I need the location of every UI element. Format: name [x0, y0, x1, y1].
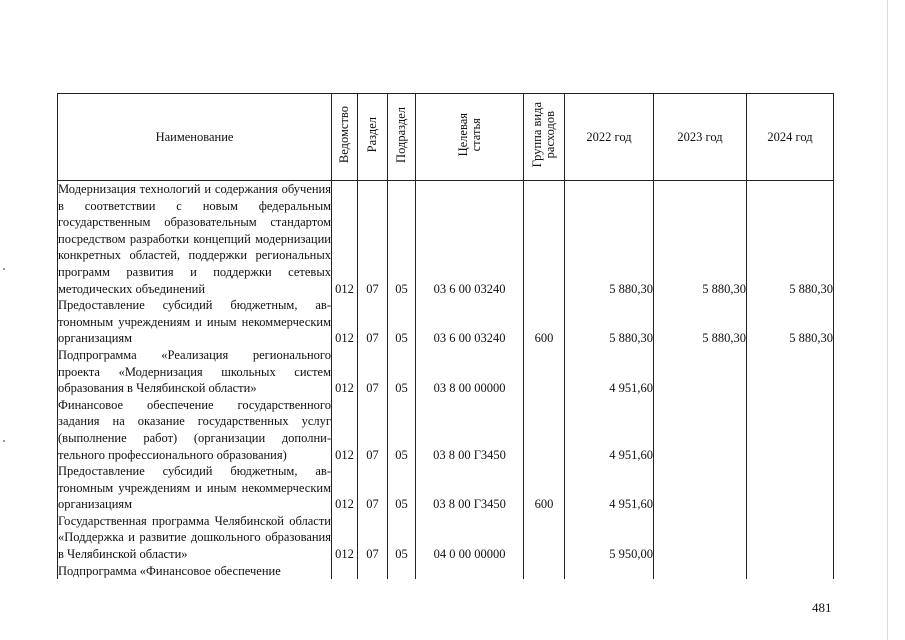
- row-value-2024: 5 880,30: [747, 297, 834, 347]
- row-dept: [332, 563, 358, 580]
- row-value-2023: 5 880,30: [654, 297, 747, 347]
- header-expense-group: Группа вида расходов: [524, 94, 565, 181]
- row-value-2022: 5 880,30: [565, 297, 654, 347]
- row-name: Финансовое обеспечение государственного задания на оказание государственных услуг (выполнение работ) (организации дополнительного профессионального образования): [58, 397, 331, 462]
- row-value-2022: 4 951,60: [565, 397, 654, 463]
- table-row: [58, 181, 834, 298]
- header-2022: 2022 год: [565, 94, 654, 181]
- row-value-2024: [747, 397, 834, 463]
- header-subsection: Подраздел: [388, 94, 416, 181]
- table-row: [58, 513, 834, 563]
- page-number: 481: [812, 600, 832, 615]
- row-value-2022: 5 880,30: [565, 181, 654, 298]
- row-dept: 012: [332, 463, 358, 513]
- header-2024: 2024 год: [747, 94, 834, 181]
- row-value-2023: [654, 463, 747, 513]
- header-name: Наименование: [58, 94, 332, 181]
- row-value-2022: 4 951,60: [565, 463, 654, 513]
- row-section: 07: [358, 347, 388, 397]
- row-target: 03 6 00 03240: [416, 181, 524, 298]
- table-row: [58, 347, 834, 397]
- row-dept: 012: [332, 397, 358, 463]
- row-section: 07: [358, 513, 388, 563]
- row-dept: 012: [332, 297, 358, 347]
- table-header-row: [58, 94, 834, 181]
- row-subsection: 05: [388, 181, 416, 298]
- table-row: [58, 563, 834, 580]
- row-name: Модернизация технологий и содержания обучения в соответствии с новым федеральным государственным образовательным стандартом посредством разработки концепций модернизации конкретных областей, поддержки региональных программ развития и поддержки сетевых методических объединений: [58, 182, 331, 296]
- row-expense-group: [524, 513, 565, 563]
- scan-artifact-dot: [3, 440, 5, 442]
- row-expense-group: [524, 563, 565, 580]
- row-subsection: 05: [388, 397, 416, 463]
- scan-artifact-dot: [3, 268, 5, 270]
- table-row: [58, 297, 834, 347]
- row-expense-group: [524, 347, 565, 397]
- row-section: 07: [358, 397, 388, 463]
- row-value-2023: [654, 513, 747, 563]
- row-name: Подпрограмма «Финансовое обеспечение: [58, 563, 332, 580]
- row-target: 03 8 00 Г3450: [416, 397, 524, 463]
- row-name: Предоставление субсидий бюджетным, автономным учреждениям и иным некоммерческим организациям: [58, 298, 331, 346]
- row-subsection: [388, 563, 416, 580]
- budget-table: [57, 93, 834, 579]
- row-expense-group: [524, 181, 565, 298]
- row-value-2023: [654, 347, 747, 397]
- row-target: 03 8 00 00000: [416, 347, 524, 397]
- row-section: 07: [358, 463, 388, 513]
- row-subsection: 05: [388, 463, 416, 513]
- table-row: [58, 463, 834, 513]
- row-subsection: 05: [388, 513, 416, 563]
- row-target: [416, 563, 524, 580]
- row-value-2022: [565, 563, 654, 580]
- row-subsection: 05: [388, 347, 416, 397]
- row-expense-group: 600: [524, 297, 565, 347]
- scan-edge-line: [887, 0, 888, 640]
- row-value-2024: 5 880,30: [747, 181, 834, 298]
- row-name: Государственная программа Челябинской области «Поддержка и развитие дошкольного образования в Челябинской области»: [58, 513, 331, 562]
- row-value-2023: 5 880,30: [654, 181, 747, 298]
- row-target: 04 0 00 00000: [416, 513, 524, 563]
- row-value-2023: [654, 397, 747, 463]
- row-section: [358, 563, 388, 580]
- header-section: Раздел: [358, 94, 388, 181]
- row-target: 03 6 00 03240: [416, 297, 524, 347]
- row-dept: 012: [332, 513, 358, 563]
- table-row: [58, 397, 834, 463]
- row-value-2024: [747, 563, 834, 580]
- row-value-2024: [747, 347, 834, 397]
- row-value-2022: 4 951,60: [565, 347, 654, 397]
- row-value-2023: [654, 563, 747, 580]
- row-value-2024: [747, 513, 834, 563]
- row-name: Подпрограмма «Реализация регионального проекта «Модернизация школьных систем образования в Челябинской области»: [58, 347, 331, 396]
- row-subsection: 05: [388, 297, 416, 347]
- row-dept: 012: [332, 181, 358, 298]
- row-target: 03 8 00 Г3450: [416, 463, 524, 513]
- row-name: Предоставление субсидий бюджетным, автономным учреждениям и иным некоммерческим организациям: [58, 464, 331, 512]
- row-value-2022: 5 950,00: [565, 513, 654, 563]
- row-expense-group: 600: [524, 463, 565, 513]
- row-section: 07: [358, 297, 388, 347]
- row-value-2024: [747, 463, 834, 513]
- header-target: Целевая статья: [416, 94, 524, 181]
- header-dept: Ведомство: [332, 94, 358, 181]
- row-dept: 012: [332, 347, 358, 397]
- row-expense-group: [524, 397, 565, 463]
- header-2023: 2023 год: [654, 94, 747, 181]
- row-section: 07: [358, 181, 388, 298]
